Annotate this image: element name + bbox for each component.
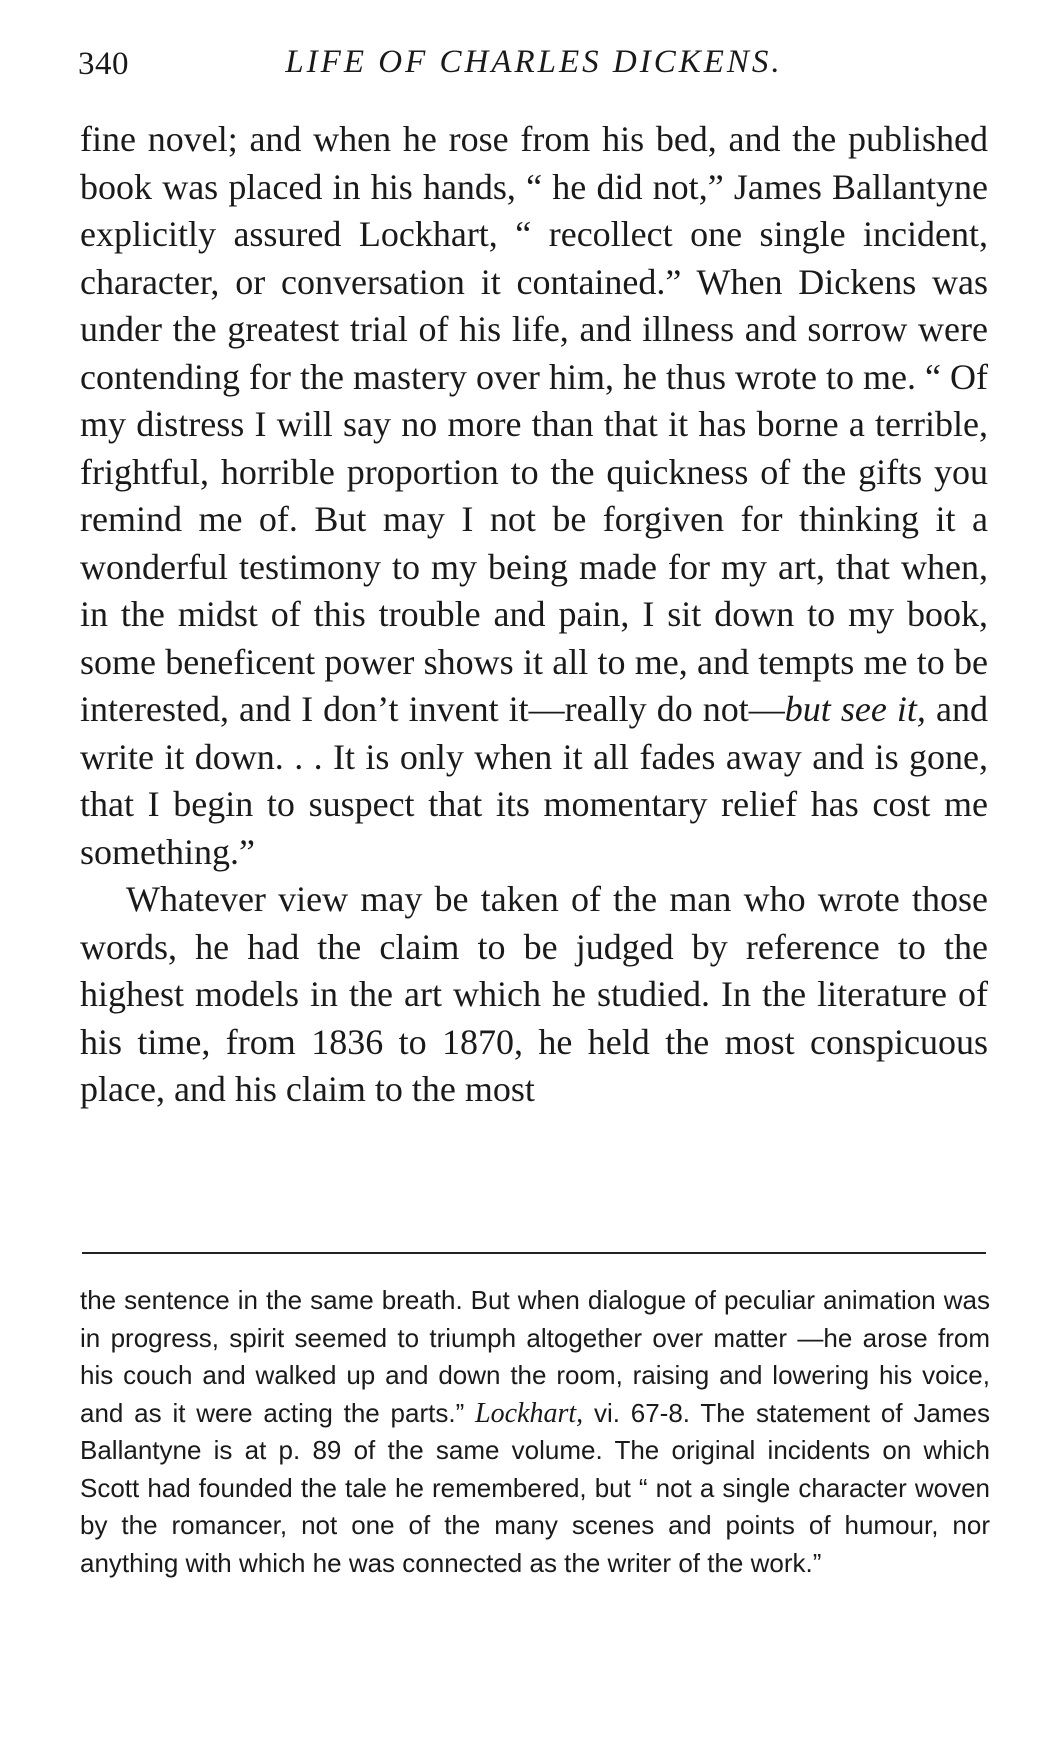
paragraph-continued bbox=[80, 116, 988, 876]
main-text bbox=[80, 116, 988, 1114]
paragraph-text-end: and write it down. . . It is only when it all fades away and is gone, that I begin to suspect that its momentary relief has cost me something.” bbox=[80, 689, 989, 872]
footnote-divider bbox=[82, 1252, 986, 1254]
footnote-text-end: vi. 67-8. The statement of James Ballantyne is at p. 89 of the same volume. The original incidents on which Scott had founded the tale he remembered, but “ not a single character woven by the romancer, not one of the many scenes and points of humour, nor anything with which he was connected as the writer of the work.” bbox=[80, 1397, 990, 1578]
paragraph-text: fine novel; and when he rose from his bed, and the published book was placed in his hands, “ he did not,” James Ballantyne explicitly assured Lockhart, “ recollect one single incident, character, or conversation it contained.” When Dickens was under the greatest trial of his life, and illness and sorrow were contending for the mastery over him, he thus wrote to me. “ Of my distress I will say no more than that it has borne a terrible, frightful, horrible proportion to the quickness of the gifts you remind me of. But may I not be forgiven for thinking it a wonderful testimony to my being made for my art, that when, in the midst of this trouble and pain, I sit down to my book, some beneficent power shows it all to me, and tempts me to be interested, and I don’t invent it—really do not— bbox=[80, 119, 988, 729]
emphasized-phrase: but see it, bbox=[784, 689, 926, 729]
footnote-citation: Lockhart, bbox=[475, 1397, 584, 1429]
page-number: 340 bbox=[78, 46, 129, 82]
paragraph: Whatever view may be taken of the man who wrote those words, he had the claim to be judged by reference to the highest models in the art which he studied. In the literature of his time, from 1836 to 1870, he held the most conspicuous place, and his claim to the most bbox=[80, 879, 988, 1109]
running-title: LIFE OF CHARLES DICKENS. bbox=[285, 44, 783, 80]
footnote-text: the sentence in the same breath. But when dialogue of peculiar animation was in progress, spirit seemed to triumph altogether over matter —he arose from his couch and walked up and down the room, raising and lowering his voice, and as it were acting the parts.” bbox=[80, 1285, 990, 1428]
running-head bbox=[78, 42, 990, 90]
footnote bbox=[80, 1282, 990, 1582]
